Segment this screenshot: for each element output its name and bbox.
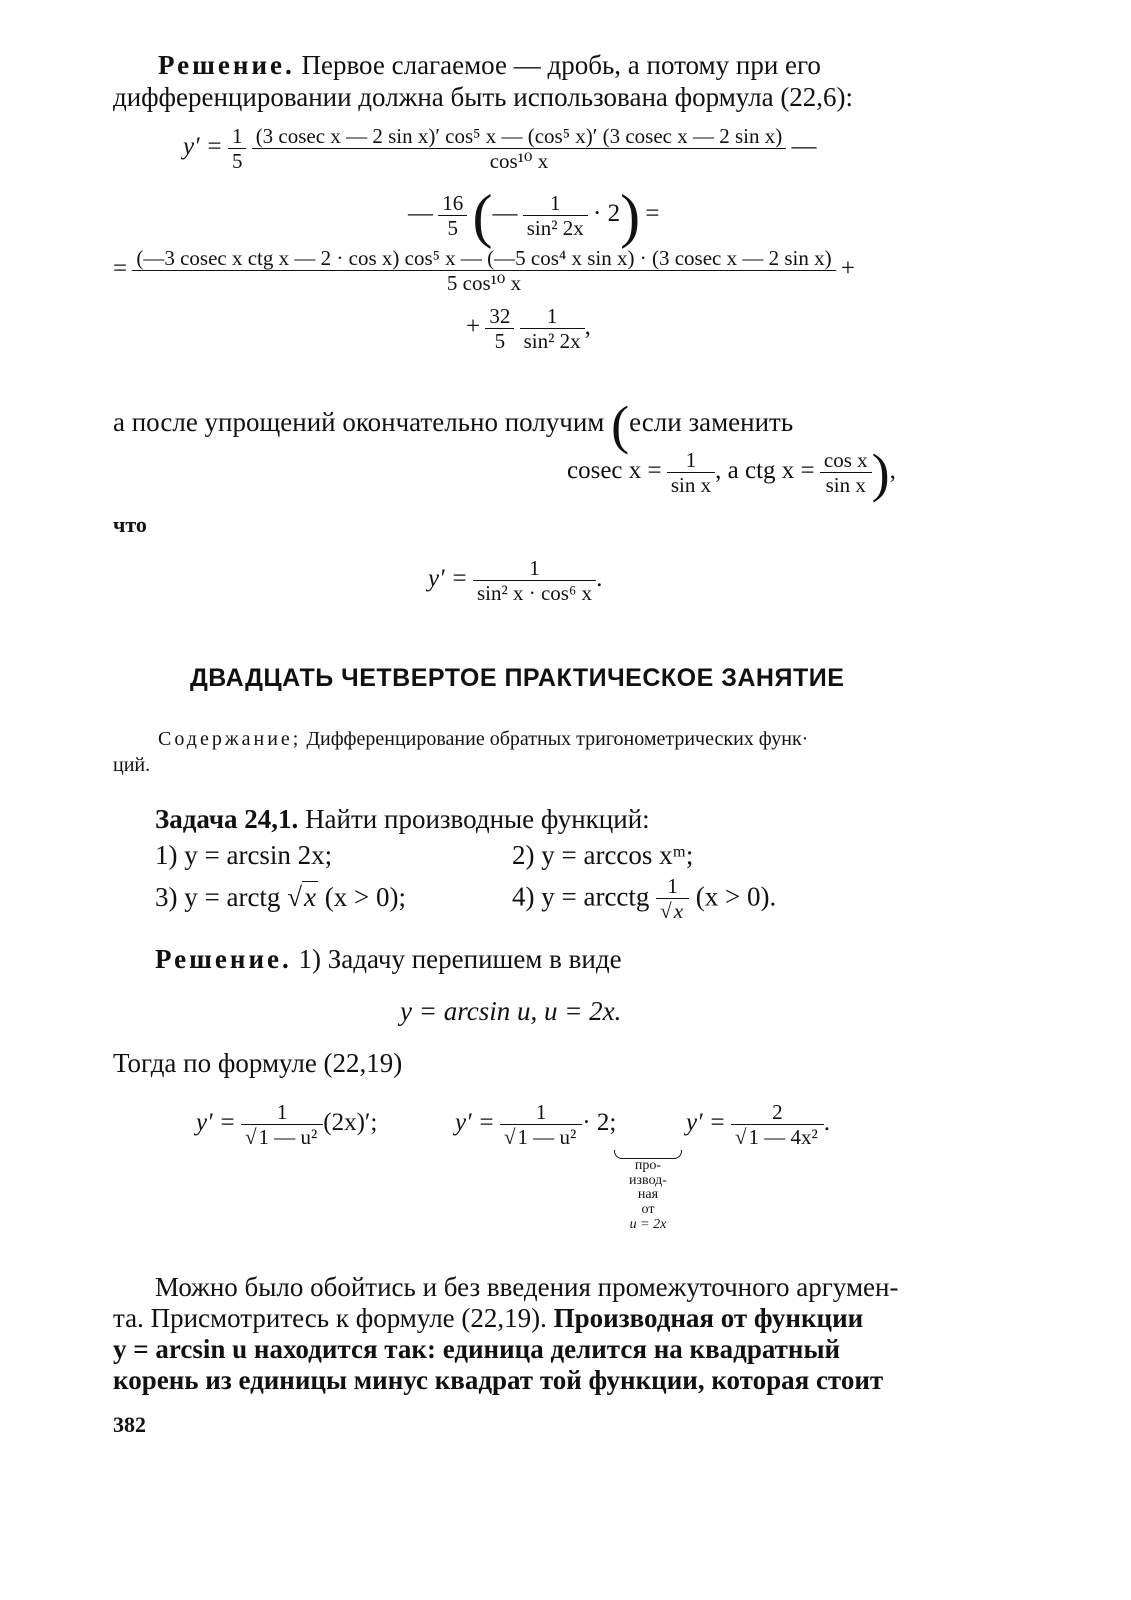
equation-5 [428, 556, 602, 606]
task-item-3-pre: 3) y = arctg [155, 882, 281, 912]
equation-6 [196, 1100, 377, 1150]
task-item-4-pre: 4) y = arcctg [512, 881, 650, 912]
simplification-line: а после упрощений окончательно получим [113, 407, 605, 438]
eq2-eq: = [645, 199, 660, 227]
solution2-label: Решение. [155, 944, 292, 974]
ctg-lhs: , а ctg x = [715, 456, 815, 484]
eq2-minus: — [408, 199, 433, 227]
task-item-2: 2) y = arccos xᵐ; [512, 840, 694, 870]
eq5-fraction: $\frac{1}{\text{sin² x · cos⁶ x}}$ [473, 556, 596, 606]
closing-line-2a: та. Присмотритесь к формуле (22,19). [113, 1303, 547, 1333]
task-item-3: 3) y = arctg √x (x > 0); [155, 882, 406, 912]
eq6a-fraction: $\frac{1}{\text{√1 — u²}}$ [241, 1100, 323, 1150]
content-text: Дифференцирование обратных тригонометрических функ· [306, 728, 809, 750]
solution2-text: 1) Задачу перепишем в виде [298, 944, 622, 974]
cosec-lhs: cosec x = [567, 456, 662, 484]
page-number: 382 [113, 1412, 146, 1437]
eq1-tail: — [791, 132, 817, 160]
underbrace-line-4: от [641, 1202, 655, 1218]
simplification-text: а после упрощений окончательно получим (если заменить [113, 395, 794, 455]
eq6b-lhs: y′ = [455, 1108, 495, 1136]
equation-4 [466, 304, 591, 354]
closing-line-2b: Производная от функции [553, 1303, 864, 1333]
task-header [155, 804, 650, 835]
task-item-3-radicand: x [304, 882, 316, 912]
substitution-formulas: cosec x = $\frac{1}{\text{sin x}}$ , а ctg x = $\frac{\text{cos x}}{\text{sin x}}$ ), [567, 443, 896, 503]
cosec-fraction: $\frac{1}{\text{sin x}}$ [667, 448, 715, 498]
underbrace-line-5: u = 2x [629, 1216, 667, 1232]
underbrace-line-1: про- [634, 1158, 662, 1173]
eq6c-fraction: $\frac{2}{\text{√1 — 4x²}}$ [731, 1100, 824, 1150]
replace-text: если заменить [629, 407, 794, 438]
solution-text-line1: Первое слагаемое — дробь, а потому при его [301, 50, 821, 80]
substitution-equation: y = arcsin u, u = 2x. [400, 996, 622, 1026]
solution-label: Решение. [158, 50, 295, 80]
task-item-4-fraction: $\frac{1}{√x}$ [656, 874, 689, 924]
underbrace-note [612, 1150, 684, 1232]
eq1-coef: $\frac{1}{5}$ [228, 124, 247, 174]
eq2-inner-minus: — [492, 199, 518, 227]
eq5-lhs: y′ = [428, 564, 468, 592]
underbrace-line-2: извод- [629, 1172, 667, 1188]
section-content-line2: ций. [113, 754, 151, 776]
eq2-inner-fraction: $\frac{1}{\text{sin² 2x}}$ [523, 191, 588, 241]
solution-text-line2: дифференцировании должна быть использована формула (22,6): [113, 82, 854, 112]
eq5-dot: . [596, 564, 603, 592]
eq6b-post: · 2; [582, 1108, 617, 1136]
section-content-line1 [158, 728, 808, 751]
task-item-3-post: (x > 0); [324, 882, 406, 912]
closing-line-3: y = arcsin u находится так: единица делится на квадратный [113, 1334, 841, 1364]
eq6a-lhs: y′ = [196, 1108, 236, 1136]
content-label: Содержание; [158, 728, 302, 750]
eq6b-fraction: $\frac{1}{\text{√1 — u²}}$ [500, 1100, 582, 1150]
task-item-4 [512, 874, 776, 924]
eq3-lead: = [113, 254, 128, 282]
eq1-fraction: (3 cosec x — 2 sin x)′ cos⁵ x — (cos⁵ x)′ (3 cosec x — 2 sin x) cos¹⁰ x [252, 124, 787, 174]
equation-6c [686, 1100, 830, 1150]
eq4-plus: + [466, 312, 481, 340]
eq6a-post: (2x)′; [323, 1108, 378, 1136]
eq4-coef: $\frac{32}{5}$ [485, 304, 514, 354]
eq6c-lhs: y′ = [686, 1108, 726, 1136]
that-word: что [113, 512, 147, 537]
task-label: Задача 24,1. [155, 804, 299, 834]
task-item-4-post: (x > 0). [695, 881, 777, 912]
solution2-header [155, 944, 622, 975]
closing-line-4: корень из единицы минус квадрат той функции, которая стоит [113, 1365, 884, 1395]
eq1-lhs: y′ = [183, 132, 223, 160]
then-formula-text: Тогда по формуле (22,19) [113, 1048, 403, 1078]
task-text: Найти производные функций: [305, 804, 650, 834]
equation-1 [183, 124, 817, 174]
equation-2: — $\frac{16}{5}$ (— $\frac{1}{\text{sin² 2x}}$ · 2) = [408, 183, 660, 249]
closing-line-2 [113, 1303, 863, 1334]
equation-6b [455, 1100, 616, 1150]
eq4-comma: , [584, 312, 591, 340]
section-heading: ДВАДЦАТЬ ЧЕТВЕРТОЕ ПРАКТИЧЕСКОЕ ЗАНЯТИЕ [190, 664, 845, 692]
solution-paragraph-1 [158, 50, 966, 81]
eq2-mult: · 2 [593, 199, 621, 227]
closing-line-1: Можно было обойтись и без введения промежуточного аргумен- [155, 1272, 899, 1302]
subst-end: , [889, 456, 896, 484]
eq3-fraction: (—3 cosec x ctg x — 2 · cos x) cos⁵ x — (—5 cos⁴ x sin x) · (3 cosec x — 2 sin x) 5 cos¹⁰ x [132, 246, 835, 296]
equation-3 [113, 246, 855, 296]
eq2-coef: $\frac{16}{5}$ [438, 191, 467, 241]
eq3-tail: + [840, 254, 855, 282]
task-item-1: 1) y = arcsin 2x; [155, 840, 333, 870]
ctg-fraction: $\frac{\text{cos x}}{\text{sin x}}$ [820, 448, 872, 498]
eq4-fraction: $\frac{1}{\text{sin² 2x}}$ [520, 304, 585, 354]
eq6c-dot: . [823, 1108, 831, 1136]
underbrace-line-3: ная [637, 1187, 659, 1203]
